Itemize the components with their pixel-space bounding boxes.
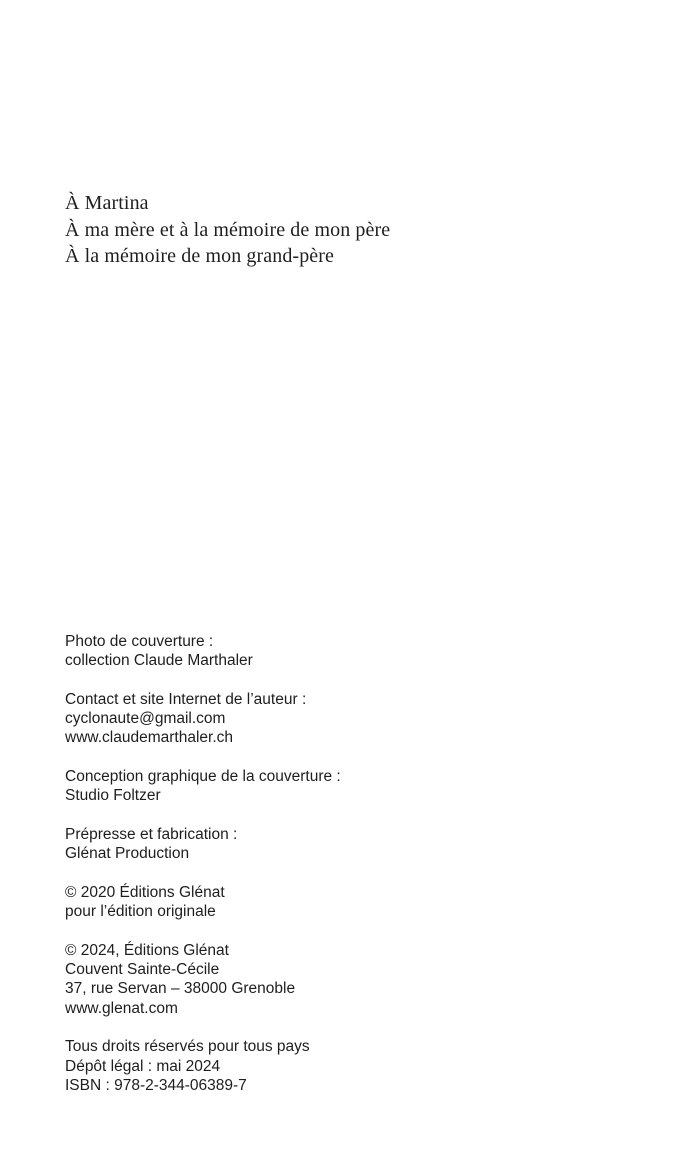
original-copyright xyxy=(65,883,341,922)
colophon-line: Contact et site Internet de l’auteur : xyxy=(65,690,307,708)
publisher-website: www.glenat.com xyxy=(65,999,178,1017)
legal-deposit: Dépôt légal : mai 2024 xyxy=(65,1057,221,1075)
colophon-line: © 2020 Éditions Glénat xyxy=(65,883,225,901)
dedication-line: À la mémoire de mon grand-père xyxy=(65,245,335,267)
colophon-line: pour l’édition originale xyxy=(65,903,216,921)
colophon-line: Glénat Production xyxy=(65,845,190,863)
colophon-line: Tous droits réservés pour tous pays xyxy=(65,1038,310,1056)
colophon-line: collection Claude Marthaler xyxy=(65,652,253,670)
author-website: www.claudemarthaler.ch xyxy=(65,729,233,747)
colophon-line: Photo de couverture : xyxy=(65,633,214,650)
colophon-line: Conception graphique de la couverture : xyxy=(65,768,341,786)
dedication xyxy=(65,190,390,270)
cover-design-credit xyxy=(65,767,341,806)
legal-info xyxy=(65,1037,341,1095)
colophon-line: Studio Foltzer xyxy=(65,787,161,805)
author-email: cyclonaute@gmail.com xyxy=(65,710,226,728)
colophon-line: 37, rue Servan – 38000 Grenoble xyxy=(65,980,296,998)
colophon-line: Couvent Sainte-Cécile xyxy=(65,961,220,979)
publisher-address xyxy=(65,941,341,1018)
colophon-line: © 2024, Éditions Glénat xyxy=(65,941,229,959)
colophon-line: Prépresse et fabrication : xyxy=(65,825,238,843)
author-contact xyxy=(65,690,341,748)
dedication-line: À Martina xyxy=(65,192,149,214)
prepress-credit xyxy=(65,825,341,864)
isbn: ISBN : 978-2-344-06389-7 xyxy=(65,1076,247,1094)
dedication-line: À ma mère et à la mémoire de mon père xyxy=(65,218,391,241)
colophon xyxy=(65,632,341,1095)
cover-photo-credit xyxy=(65,632,341,671)
